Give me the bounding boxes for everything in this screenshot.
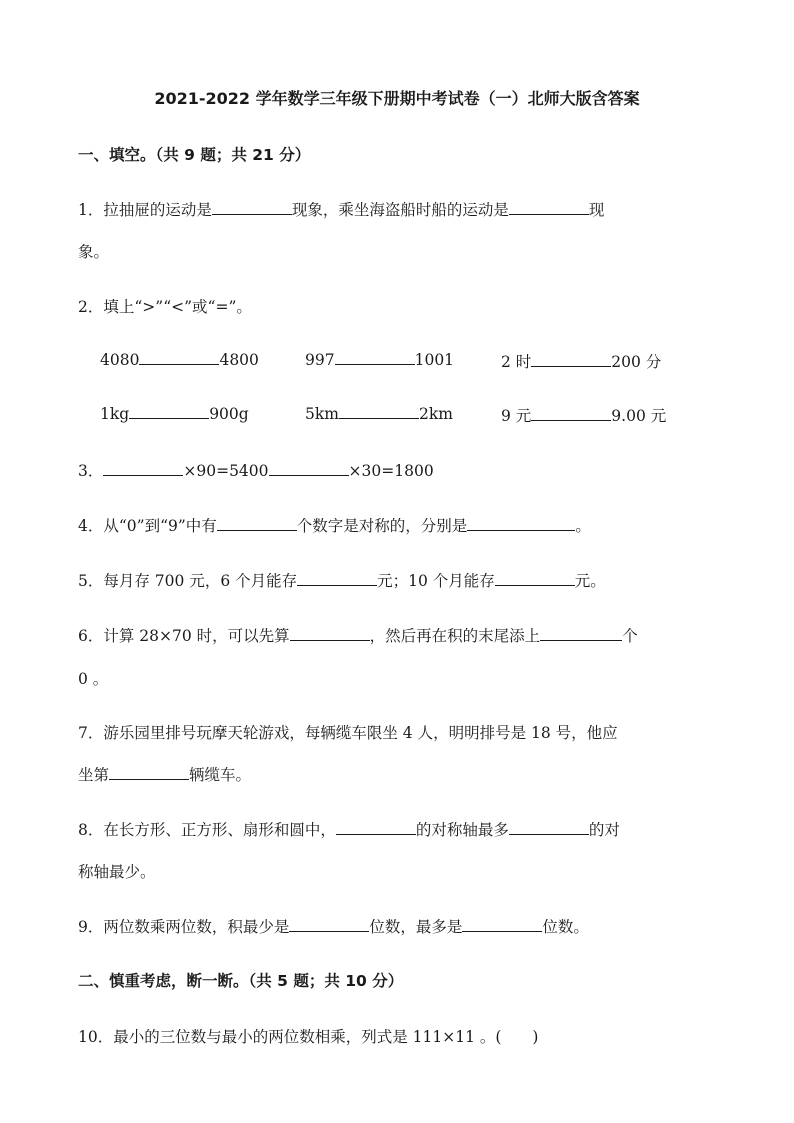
question-number: 6．: [78, 627, 104, 645]
answer-blank[interactable]: [109, 765, 189, 780]
question-1: [78, 198, 604, 220]
question-text: 的对: [588, 821, 620, 839]
question-text: 拉抽屉的运动是: [103, 201, 212, 219]
question-text: 最小的三位数与最小的两位数相乘，列式是 111×11 。( ): [113, 1028, 539, 1046]
compare-right: 4800: [219, 351, 259, 369]
compare-item: [100, 404, 249, 423]
compare-item: [305, 350, 454, 369]
question-text: 从“0”到“9”中有: [103, 517, 217, 535]
question-text: 坐第: [78, 766, 110, 784]
question-text: 在长方形、正方形、扇形和圆中，: [103, 821, 336, 839]
answer-blank[interactable]: [462, 917, 542, 932]
question-3: [78, 459, 434, 481]
question-text: ×30=1800: [348, 462, 434, 480]
question-text: 现: [588, 201, 605, 219]
question-text: 元。: [574, 572, 606, 590]
question-7-continued: [78, 763, 251, 785]
question-text: 的对称轴最多: [415, 821, 509, 839]
question-text: 位数，最多是: [369, 918, 463, 936]
answer-blank[interactable]: [297, 571, 377, 586]
question-text: 元；10 个月能存: [377, 572, 495, 590]
answer-blank[interactable]: [336, 820, 416, 835]
question-7: [78, 721, 618, 743]
compare-item: [501, 404, 666, 426]
question-9: [78, 915, 589, 937]
section-heading-fill-in: 一、填空。（共 9 题；共 21 分）: [78, 146, 311, 164]
question-number: 5．: [78, 572, 104, 590]
answer-blank[interactable]: [289, 917, 369, 932]
compare-right: 9.00 元: [611, 407, 667, 425]
answer-blank[interactable]: [269, 461, 349, 476]
question-6: [78, 624, 638, 646]
question-number: 10．: [78, 1028, 114, 1046]
compare-left: 2 时: [501, 353, 532, 371]
question-text: ，然后再在积的末尾添上: [369, 627, 541, 645]
compare-right: 200 分: [611, 353, 662, 371]
compare-right: 1001: [414, 351, 455, 369]
compare-item: [100, 350, 259, 369]
question-number: 9．: [78, 918, 104, 936]
answer-blank[interactable]: [509, 200, 589, 215]
compare-right: 900g: [209, 405, 249, 423]
answer-blank[interactable]: [129, 404, 209, 419]
question-4: [78, 514, 591, 536]
compare-left: 9 元: [501, 407, 532, 425]
question-8-continued: 称轴最少。: [78, 863, 156, 881]
compare-left: 4080: [100, 351, 140, 369]
question-2: 2．填上“>”“<”或“=”。: [78, 298, 252, 316]
answer-blank[interactable]: [335, 350, 415, 365]
compare-left: 997: [305, 351, 335, 369]
answer-blank[interactable]: [339, 404, 419, 419]
question-number: 7．: [78, 724, 104, 742]
answer-blank[interactable]: [509, 820, 589, 835]
question-text: 两位数乘两位数，积最少是: [103, 918, 290, 936]
question-text: 。: [575, 517, 591, 535]
question-number: 3．: [78, 462, 104, 480]
answer-blank[interactable]: [495, 571, 575, 586]
question-text: 游乐园里排号玩摩天轮游戏，每辆缆车限坐 4 人，明明排号是 18 号，他应: [103, 724, 618, 742]
answer-blank[interactable]: [290, 626, 370, 641]
answer-blank[interactable]: [531, 406, 611, 421]
section-heading-true-false: 二、慎重考虑，断一断。（共 5 题；共 10 分）: [78, 972, 404, 990]
question-number: 1．: [78, 201, 104, 219]
page-title: 2021-2022 学年数学三年级下册期中考试卷（一）北师大版含答案: [154, 89, 640, 108]
answer-blank[interactable]: [212, 200, 292, 215]
compare-left: 1kg: [100, 405, 130, 423]
question-8: [78, 818, 620, 840]
question-text: 位数。: [542, 918, 589, 936]
compare-item: [501, 350, 661, 372]
question-text: 辆缆车。: [189, 766, 252, 784]
question-text: 计算 28×70 时，可以先算: [103, 627, 290, 645]
question-10: [78, 1025, 538, 1047]
answer-blank[interactable]: [217, 516, 297, 531]
answer-blank[interactable]: [139, 350, 219, 365]
answer-blank[interactable]: [540, 626, 622, 641]
question-5: [78, 569, 606, 591]
compare-left: 5km: [305, 405, 339, 423]
question-6-continued: 0 。: [78, 670, 109, 688]
question-text: 个数字是对称的，分别是: [296, 517, 468, 535]
question-number: 8．: [78, 821, 104, 839]
question-text: 现象，乘坐海盗船时船的运动是: [291, 201, 509, 219]
answer-blank[interactable]: [531, 352, 611, 367]
compare-right: 2km: [418, 405, 453, 423]
question-text: 每月存 700 元，6 个月能存: [103, 572, 298, 590]
question-number: 4．: [78, 517, 104, 535]
answer-blank[interactable]: [103, 461, 183, 476]
question-text: 个: [622, 627, 638, 645]
question-1-continued: 象。: [78, 243, 110, 261]
compare-item: [305, 404, 453, 423]
question-text: ×90=5400: [183, 462, 269, 480]
answer-blank[interactable]: [467, 516, 575, 531]
